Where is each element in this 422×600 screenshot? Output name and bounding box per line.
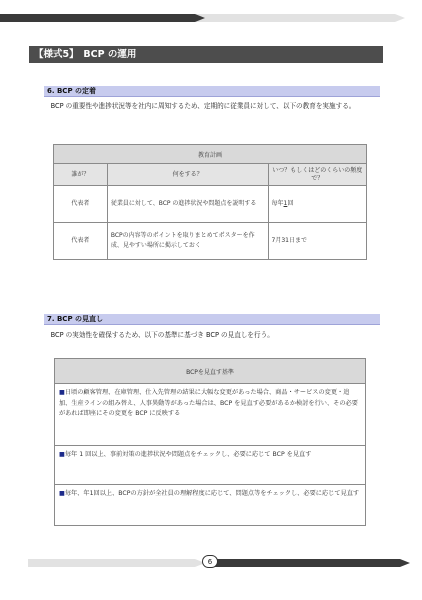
cell-when: 7月31日まで xyxy=(268,223,366,260)
section-7-intro: BCP の実効性を確保するため、以下の基準に基づき BCP の見直しを行う。 xyxy=(44,331,274,339)
page-title: 【様式5】 BCP の運用 xyxy=(29,46,383,63)
cell-when xyxy=(268,186,366,223)
table-caption: BCPを見直す基準 xyxy=(55,359,366,384)
section-6-intro: BCP の重要性や進捗状況等を社内に周知するため、定期的に従業員に対して、以下の教育を実施する。 xyxy=(44,102,356,110)
bullet-square-icon: ■ xyxy=(59,389,65,396)
header-what: 何をする？ xyxy=(107,164,268,186)
list-item xyxy=(55,384,366,446)
table-row xyxy=(54,223,367,260)
table-row xyxy=(54,186,367,223)
cell-what: BCPの内容等のポイントを取りまとめてポスターを作成、見やすい場所に掲示しておく xyxy=(107,223,268,260)
list-item xyxy=(55,446,366,485)
header-when: いつ？もしくはどのくらいの頻度で？ xyxy=(268,164,366,186)
cell-who: 代表者 xyxy=(54,223,108,260)
cell-what: 従業員に対して、BCP の進捗状況や問題点を説明する xyxy=(107,186,268,223)
header-decoration xyxy=(0,0,422,30)
education-plan-table xyxy=(53,144,367,260)
list-item xyxy=(55,485,366,526)
review-criteria-table xyxy=(54,358,366,526)
criteria-text: 毎年、年1回以上、BCPの方針が全社員の理解程度に応じて、問題点等をチェックし、必要に応じて見直す xyxy=(64,490,360,497)
section-7-heading: 7. BCP の見直し xyxy=(44,314,380,325)
when-suffix: 回 xyxy=(287,200,294,207)
header-who: 誰が？ xyxy=(54,164,108,186)
bullet-square-icon: ■ xyxy=(59,451,65,458)
page-number: 6 xyxy=(202,555,218,568)
criteria-text: 日頃の顧客管理、在庫管理、仕入先管理の結果に大幅な変更があった場合、商品・サービスの変更・追加、生産ラインの組み替え、人事異動等があった場合は、BCP を見直す必要があるか検討を行い、その必要があれば即座にその変更を BCP に反映する xyxy=(59,389,358,417)
criteria-text: 毎年 1 回以上、事前対策の進捗状況や問題点をチェックし、必要に応じて BCP を見直す xyxy=(64,451,312,458)
bullet-square-icon: ■ xyxy=(59,490,65,497)
table-caption: 教育計画 xyxy=(54,145,367,164)
table-header-row xyxy=(54,164,367,186)
cell-who: 代表者 xyxy=(54,186,108,223)
when-prefix: 毎年 xyxy=(271,200,284,207)
section-6-heading: 6. BCP の定着 xyxy=(44,86,380,97)
when-value: 1 xyxy=(283,200,288,207)
